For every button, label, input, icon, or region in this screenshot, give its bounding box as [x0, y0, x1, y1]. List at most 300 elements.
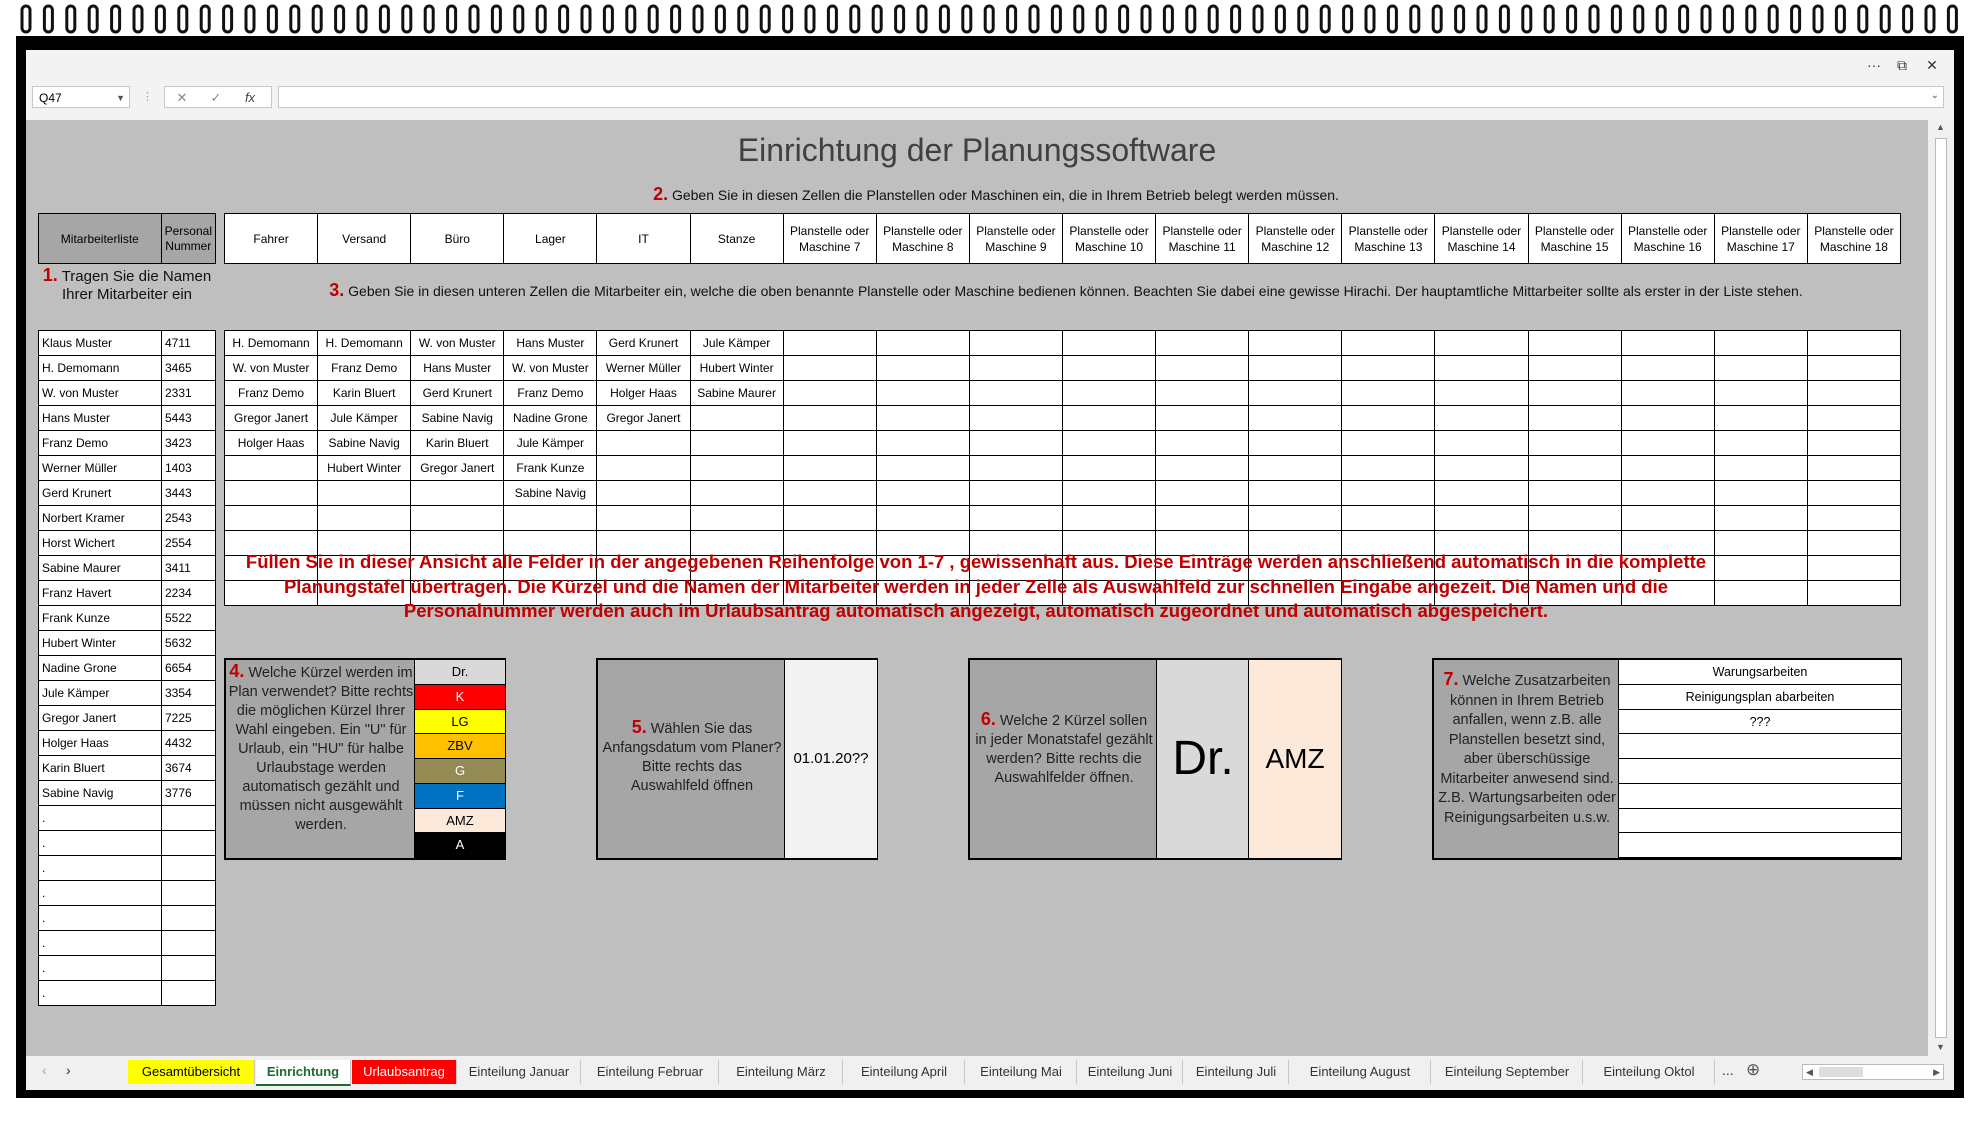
- assignment-cell[interactable]: [1528, 356, 1621, 381]
- assignment-cell[interactable]: [1435, 356, 1528, 381]
- position-header-cell[interactable]: Planstelle oder Maschine 13: [1342, 214, 1435, 264]
- assignment-cell[interactable]: [783, 456, 876, 481]
- task-cell[interactable]: [1619, 833, 1901, 858]
- counted-code-1[interactable]: Dr.: [1156, 660, 1249, 858]
- assignment-cell[interactable]: [1062, 431, 1155, 456]
- position-header-cell[interactable]: Versand: [318, 214, 411, 264]
- assignment-cell[interactable]: Jule Kämper: [318, 406, 411, 431]
- assignment-cell[interactable]: [1062, 481, 1155, 506]
- assignment-cell[interactable]: Hans Muster: [504, 331, 597, 356]
- employee-name-cell[interactable]: .: [39, 906, 162, 931]
- employee-name-cell[interactable]: W. von Muster: [39, 381, 162, 406]
- employee-name-cell[interactable]: Norbert Kramer: [39, 506, 162, 531]
- spiral-ring: [492, 6, 500, 32]
- assignment-cell[interactable]: [1062, 381, 1155, 406]
- tab-overflow-icon[interactable]: ...: [1722, 1062, 1734, 1078]
- scroll-thumb[interactable]: [1935, 138, 1947, 1038]
- position-header-cell[interactable]: Planstelle oder Maschine 9: [969, 214, 1062, 264]
- employee-name-cell[interactable]: Klaus Muster: [39, 331, 162, 356]
- sheet-tab[interactable]: Einteilung März: [720, 1060, 843, 1084]
- assignment-cell[interactable]: Jule Kämper: [690, 331, 783, 356]
- assignment-cell[interactable]: [969, 406, 1062, 431]
- assignment-cell[interactable]: Sabine Navig: [318, 431, 411, 456]
- chevron-down-icon[interactable]: ▼: [116, 93, 125, 103]
- spiral-ring: [156, 6, 164, 32]
- tab-next-icon[interactable]: ›: [66, 1062, 71, 1078]
- formula-bar: [26, 84, 1954, 114]
- assignment-cell[interactable]: [783, 381, 876, 406]
- title-bar: [26, 50, 1954, 80]
- spiral-binding: [0, 0, 1979, 40]
- assignment-cell[interactable]: [876, 431, 969, 456]
- position-header-cell[interactable]: Fahrer: [225, 214, 318, 264]
- task-cell[interactable]: [1619, 759, 1901, 784]
- add-sheet-icon[interactable]: ⊕: [1746, 1060, 1761, 1079]
- employee-number-cell[interactable]: [162, 981, 216, 1006]
- employee-number-cell[interactable]: 6654: [162, 656, 216, 681]
- assignment-cell[interactable]: [1621, 356, 1714, 381]
- assignment-cell[interactable]: [1249, 331, 1342, 356]
- assignment-cell[interactable]: [876, 456, 969, 481]
- notice-text: Füllen Sie in dieser Ansicht alle Felder in der angegebenen Reihenfolge von 1-7 , gewissenhaft aus. Diese Einträge werden anschließend automatisch in die komplette Planungstafel übertragen. Die Kürzel und die Namen der Mitarbeiter werden in jeder Zelle als Auswahlfeld zur schnellen Eingabe angezeit. Die Namen und die Personalnummer werden auch im Urlaubsantrag automatisch angezeigt, automatisch zugeordnet und automatisch abgespeichert.: [245, 551, 1707, 621]
- assignment-cell[interactable]: [1807, 406, 1900, 431]
- spiral-ring: [1187, 6, 1195, 32]
- assignment-cell[interactable]: [783, 406, 876, 431]
- employee-number-cell[interactable]: 1403: [162, 456, 216, 481]
- assignment-cell[interactable]: [1807, 331, 1900, 356]
- employee-name-cell[interactable]: Sabine Navig: [39, 781, 162, 806]
- tab-prev-icon[interactable]: ‹: [42, 1062, 47, 1078]
- sheet-tab[interactable]: Urlaubsantrag: [352, 1060, 457, 1084]
- code-cell[interactable]: A: [415, 833, 505, 858]
- position-header-cell[interactable]: Stanze: [690, 214, 783, 264]
- assignment-cell[interactable]: [597, 456, 690, 481]
- assignment-cell[interactable]: [1621, 506, 1714, 531]
- assignment-cell[interactable]: Holger Haas: [597, 381, 690, 406]
- assignment-cell[interactable]: [1528, 431, 1621, 456]
- assignment-cell[interactable]: [1435, 456, 1528, 481]
- employee-number-cell[interactable]: 5522: [162, 606, 216, 631]
- scroll-right-icon[interactable]: ▶: [1933, 1067, 1940, 1077]
- assignment-cell[interactable]: [1435, 406, 1528, 431]
- employee-name-cell[interactable]: Karin Bluert: [39, 756, 162, 781]
- assignment-cell[interactable]: Karin Bluert: [411, 431, 504, 456]
- employee-number-cell[interactable]: 3411: [162, 556, 216, 581]
- assignment-cell[interactable]: [225, 506, 318, 531]
- assignment-cell[interactable]: [597, 431, 690, 456]
- assignment-cell[interactable]: [225, 456, 318, 481]
- sheet-tab[interactable]: Einteilung August: [1290, 1060, 1431, 1084]
- assignment-cell[interactable]: [1156, 381, 1249, 406]
- code-cell[interactable]: AMZ: [415, 809, 505, 834]
- spiral-ring: [851, 6, 859, 32]
- assignment-cell[interactable]: Sabine Navig: [504, 481, 597, 506]
- assignment-cell[interactable]: [876, 481, 969, 506]
- position-header-cell[interactable]: Planstelle oder Maschine 18: [1807, 214, 1900, 264]
- assignment-cell[interactable]: [318, 481, 411, 506]
- employee-name-cell[interactable]: Sabine Maurer: [39, 556, 162, 581]
- employee-name-cell[interactable]: .: [39, 956, 162, 981]
- assignment-cell[interactable]: Franz Demo: [318, 356, 411, 381]
- assignment-cell[interactable]: [1714, 331, 1807, 356]
- spiral-ring: [1411, 6, 1419, 32]
- assignment-cell[interactable]: [876, 381, 969, 406]
- assignment-cell[interactable]: [1807, 456, 1900, 481]
- assignment-cell[interactable]: [1807, 581, 1900, 606]
- sheet-tab[interactable]: Einteilung Juli: [1184, 1060, 1289, 1084]
- assignment-cell[interactable]: [1621, 481, 1714, 506]
- employee-number-cell[interactable]: 3423: [162, 431, 216, 456]
- employee-number-cell[interactable]: 3443: [162, 481, 216, 506]
- position-header-cell[interactable]: Lager: [504, 214, 597, 264]
- function-icon[interactable]: fx: [244, 90, 256, 105]
- assignment-cell[interactable]: [1528, 331, 1621, 356]
- assignment-cell[interactable]: [1062, 356, 1155, 381]
- assignment-cell[interactable]: H. Demomann: [318, 331, 411, 356]
- assignment-cell[interactable]: Nadine Grone: [504, 406, 597, 431]
- assignment-cell[interactable]: [1621, 456, 1714, 481]
- employee-name-cell[interactable]: .: [39, 981, 162, 1006]
- employee-name-cell[interactable]: Hubert Winter: [39, 631, 162, 656]
- employee-name-cell[interactable]: .: [39, 881, 162, 906]
- task-cell[interactable]: Warungsarbeiten: [1619, 660, 1901, 685]
- employee-number-cell[interactable]: 3354: [162, 681, 216, 706]
- employee-number-cell[interactable]: 3674: [162, 756, 216, 781]
- spiral-ring: [1747, 6, 1755, 32]
- assignment-cell[interactable]: [1621, 331, 1714, 356]
- employee-number-cell[interactable]: 5443: [162, 406, 216, 431]
- sheet-tab[interactable]: Gesamtübersicht: [128, 1060, 255, 1084]
- assignment-cell[interactable]: [690, 481, 783, 506]
- employee-name-cell[interactable]: Horst Wichert: [39, 531, 162, 556]
- task-cell[interactable]: [1619, 784, 1901, 809]
- spiral-ring: [537, 6, 545, 32]
- employee-name-cell[interactable]: Holger Haas: [39, 731, 162, 756]
- sheet-tab[interactable]: Einteilung Juni: [1078, 1060, 1183, 1084]
- assignment-cell[interactable]: Werner Müller: [597, 356, 690, 381]
- assignment-cell[interactable]: [1342, 506, 1435, 531]
- employee-name-cell[interactable]: Hans Muster: [39, 406, 162, 431]
- spiral-ring: [470, 6, 478, 32]
- employee-number-cell[interactable]: [162, 856, 216, 881]
- position-header-cell[interactable]: Planstelle oder Maschine 16: [1621, 214, 1714, 264]
- assignment-cell[interactable]: Franz Demo: [504, 381, 597, 406]
- assignment-cell[interactable]: Hubert Winter: [690, 356, 783, 381]
- assignment-cell[interactable]: Sabine Maurer: [690, 381, 783, 406]
- code-cell[interactable]: K: [415, 685, 505, 710]
- employee-number-cell[interactable]: 2554: [162, 531, 216, 556]
- employee-number-cell[interactable]: [162, 831, 216, 856]
- employee-name-cell[interactable]: Nadine Grone: [39, 656, 162, 681]
- assignment-cell[interactable]: [1528, 406, 1621, 431]
- assignment-cell[interactable]: [1807, 531, 1900, 556]
- assignment-cell[interactable]: [969, 356, 1062, 381]
- assignment-cell[interactable]: Hans Muster: [411, 356, 504, 381]
- more-options-icon[interactable]: ···: [1867, 57, 1881, 73]
- assignment-cell[interactable]: [1062, 456, 1155, 481]
- spiral-ring: [784, 6, 792, 32]
- employee-number-cell[interactable]: 3776: [162, 781, 216, 806]
- assignment-cell[interactable]: [1807, 381, 1900, 406]
- assignment-cell[interactable]: [1156, 506, 1249, 531]
- assignment-cell[interactable]: Gregor Janert: [411, 456, 504, 481]
- task-cell[interactable]: ???: [1619, 710, 1901, 735]
- sheet-tab[interactable]: Einteilung Februar: [582, 1060, 719, 1084]
- assignment-cell[interactable]: Karin Bluert: [318, 381, 411, 406]
- assignment-cell[interactable]: [225, 481, 318, 506]
- sheet-tab[interactable]: Einteilung Januar: [458, 1060, 581, 1084]
- sheet-tab[interactable]: Einteilung April: [844, 1060, 965, 1084]
- assignment-cell[interactable]: [1156, 481, 1249, 506]
- counted-code-2[interactable]: AMZ: [1248, 660, 1341, 858]
- name-box[interactable]: [32, 86, 130, 108]
- employee-number-cell[interactable]: [162, 881, 216, 906]
- assignment-cell[interactable]: [597, 481, 690, 506]
- assignment-cell[interactable]: [690, 456, 783, 481]
- assignment-cell[interactable]: [411, 481, 504, 506]
- assignment-cell[interactable]: [1714, 381, 1807, 406]
- task-cell[interactable]: [1619, 734, 1901, 759]
- employee-name-cell[interactable]: .: [39, 831, 162, 856]
- sheet-tab[interactable]: Einteilung Mai: [966, 1060, 1077, 1084]
- assignment-cell[interactable]: [504, 506, 597, 531]
- position-header-cell[interactable]: Büro: [411, 214, 504, 264]
- position-header-cell[interactable]: IT: [597, 214, 690, 264]
- assignment-cell[interactable]: [1156, 356, 1249, 381]
- employee-number-cell[interactable]: 5632: [162, 631, 216, 656]
- employee-name-cell[interactable]: Franz Havert: [39, 581, 162, 606]
- assignment-cell[interactable]: [1714, 406, 1807, 431]
- assignment-cell[interactable]: [783, 331, 876, 356]
- assignment-cell[interactable]: Gerd Krunert: [597, 331, 690, 356]
- employee-name-cell[interactable]: Gerd Krunert: [39, 481, 162, 506]
- assignment-cell[interactable]: [411, 506, 504, 531]
- assignment-cell[interactable]: [1156, 431, 1249, 456]
- assignment-cell[interactable]: [1435, 381, 1528, 406]
- position-header-cell[interactable]: Planstelle oder Maschine 8: [876, 214, 969, 264]
- assignment-cell[interactable]: [690, 506, 783, 531]
- assignment-cell[interactable]: Jule Kämper: [504, 431, 597, 456]
- assignment-cell[interactable]: [318, 506, 411, 531]
- spiral-ring: [1523, 6, 1531, 32]
- assignment-cell[interactable]: [1342, 481, 1435, 506]
- assignment-cell[interactable]: [1435, 481, 1528, 506]
- assignment-cell[interactable]: W. von Muster: [225, 356, 318, 381]
- confirm-icon[interactable]: ✓: [210, 90, 222, 105]
- assignment-cell[interactable]: [1249, 431, 1342, 456]
- assignment-cell[interactable]: Holger Haas: [225, 431, 318, 456]
- assignment-cell[interactable]: [969, 381, 1062, 406]
- assignment-cell[interactable]: [1807, 481, 1900, 506]
- assignment-cell[interactable]: [969, 506, 1062, 531]
- assignment-cell[interactable]: [1062, 506, 1155, 531]
- assignment-cell[interactable]: [690, 406, 783, 431]
- sheet-tab[interactable]: Einrichtung: [256, 1060, 351, 1086]
- assignment-cell[interactable]: [1062, 331, 1155, 356]
- employee-name-cell[interactable]: .: [39, 856, 162, 881]
- spiral-ring: [112, 6, 120, 32]
- code-cell[interactable]: ZBV: [415, 734, 505, 759]
- sheet-tab[interactable]: Einteilung September: [1432, 1060, 1583, 1084]
- assignment-cell[interactable]: [1435, 431, 1528, 456]
- assignment-cell[interactable]: [1807, 556, 1900, 581]
- assignment-cell[interactable]: H. Demomann: [225, 331, 318, 356]
- position-header-cell[interactable]: Planstelle oder Maschine 11: [1156, 214, 1249, 264]
- position-header-cell[interactable]: Planstelle oder Maschine 10: [1062, 214, 1155, 264]
- assignment-cell[interactable]: [1342, 356, 1435, 381]
- employee-name-cell[interactable]: Jule Kämper: [39, 681, 162, 706]
- assignment-cell[interactable]: [597, 506, 690, 531]
- assignment-cell[interactable]: [969, 431, 1062, 456]
- assignment-cell[interactable]: Franz Demo: [225, 381, 318, 406]
- employee-number-cell[interactable]: [162, 806, 216, 831]
- position-header-cell[interactable]: Planstelle oder Maschine 15: [1528, 214, 1621, 264]
- assignment-cell[interactable]: [876, 356, 969, 381]
- assignment-cell[interactable]: [1249, 481, 1342, 506]
- assignment-cell[interactable]: [876, 506, 969, 531]
- spiral-ring: [1075, 6, 1083, 32]
- assignment-cell[interactable]: [783, 481, 876, 506]
- start-date-field[interactable]: 01.01.20??: [784, 660, 877, 858]
- vertical-scrollbar[interactable]: [1928, 120, 1954, 1056]
- employee-number-cell[interactable]: 2234: [162, 581, 216, 606]
- assignment-cell[interactable]: [1807, 356, 1900, 381]
- assignment-cell[interactable]: [1062, 406, 1155, 431]
- hscroll-thumb[interactable]: [1819, 1067, 1863, 1077]
- assignment-cell[interactable]: Frank Kunze: [504, 456, 597, 481]
- employee-name-cell[interactable]: Franz Demo: [39, 431, 162, 456]
- assignment-cell[interactable]: [1156, 331, 1249, 356]
- assignment-cell[interactable]: [969, 481, 1062, 506]
- assignment-cell[interactable]: [1435, 331, 1528, 356]
- employee-number-cell[interactable]: 4711: [162, 331, 216, 356]
- spiral-ring: [1702, 6, 1710, 32]
- assignment-cell[interactable]: [1621, 381, 1714, 406]
- assignment-cell[interactable]: [783, 431, 876, 456]
- employee-number-cell[interactable]: 2543: [162, 506, 216, 531]
- assignment-cell[interactable]: [1435, 506, 1528, 531]
- employee-number-cell[interactable]: 4432: [162, 731, 216, 756]
- task-cell[interactable]: Reinigungsplan abarbeiten: [1619, 685, 1901, 710]
- assignment-cell[interactable]: [1342, 381, 1435, 406]
- page-title: Einrichtung der Planungssoftware: [737, 132, 1217, 168]
- step4-box: [224, 658, 506, 860]
- spiral-ring: [425, 6, 433, 32]
- assignment-cell[interactable]: Gregor Janert: [225, 406, 318, 431]
- table-row: [39, 581, 216, 606]
- assignment-cell[interactable]: [1342, 431, 1435, 456]
- assignment-cell[interactable]: [783, 356, 876, 381]
- code-cell[interactable]: Dr.: [415, 660, 505, 685]
- assignment-cell[interactable]: Gerd Krunert: [411, 381, 504, 406]
- assignment-cell[interactable]: [1807, 431, 1900, 456]
- restore-icon[interactable]: ⧉: [1897, 57, 1907, 73]
- employee-number-cell[interactable]: 2331: [162, 381, 216, 406]
- employee-name-cell[interactable]: Werner Müller: [39, 456, 162, 481]
- scroll-up-icon[interactable]: ▲: [1936, 122, 1945, 132]
- spiral-ring: [1792, 6, 1800, 32]
- employee-name-cell[interactable]: Frank Kunze: [39, 606, 162, 631]
- assignment-cell[interactable]: [1342, 406, 1435, 431]
- assignment-cell[interactable]: [1807, 506, 1900, 531]
- spiral-ring: [739, 6, 747, 32]
- assignment-cell[interactable]: [1528, 381, 1621, 406]
- employee-number-cell[interactable]: 3465: [162, 356, 216, 381]
- assignment-cell[interactable]: [1249, 356, 1342, 381]
- employee-number-cell[interactable]: [162, 931, 216, 956]
- assignment-cell[interactable]: [1249, 506, 1342, 531]
- task-cell[interactable]: [1619, 809, 1901, 834]
- assignment-cell[interactable]: [1528, 506, 1621, 531]
- assignment-cell[interactable]: [876, 331, 969, 356]
- horizontal-scrollbar[interactable]: [1802, 1064, 1944, 1080]
- assignment-cell[interactable]: [690, 431, 783, 456]
- assignment-cell[interactable]: [1714, 456, 1807, 481]
- assignment-cell[interactable]: W. von Muster: [504, 356, 597, 381]
- spiral-ring: [89, 6, 97, 32]
- assignment-cell[interactable]: Sabine Navig: [411, 406, 504, 431]
- scroll-left-icon[interactable]: ◀: [1806, 1067, 1813, 1077]
- code-cell[interactable]: F: [415, 784, 505, 809]
- step4-number: 4.: [229, 661, 245, 681]
- position-header-cell[interactable]: Planstelle oder Maschine 7: [783, 214, 876, 264]
- cancel-icon[interactable]: ✕: [176, 90, 188, 105]
- assignment-cell[interactable]: [1714, 431, 1807, 456]
- employee-name-cell[interactable]: .: [39, 806, 162, 831]
- assignment-cell[interactable]: [783, 506, 876, 531]
- assignment-cell[interactable]: [1528, 481, 1621, 506]
- employee-number-cell[interactable]: 7225: [162, 706, 216, 731]
- employee-name-cell[interactable]: H. Demomann: [39, 356, 162, 381]
- assignment-cell[interactable]: [1342, 456, 1435, 481]
- assignment-cell[interactable]: [1156, 456, 1249, 481]
- assignment-cell[interactable]: Hubert Winter: [318, 456, 411, 481]
- assignment-cell[interactable]: [1714, 356, 1807, 381]
- assignment-cell[interactable]: [1249, 456, 1342, 481]
- assignment-cell[interactable]: [1714, 506, 1807, 531]
- assignment-cell[interactable]: [1621, 406, 1714, 431]
- employee-name-cell[interactable]: Gregor Janert: [39, 706, 162, 731]
- assignment-cell[interactable]: [969, 331, 1062, 356]
- assignment-cell[interactable]: [969, 456, 1062, 481]
- employee-number-cell[interactable]: [162, 956, 216, 981]
- assignment-cell[interactable]: [1714, 481, 1807, 506]
- assignment-cell[interactable]: Gregor Janert: [597, 406, 690, 431]
- code-cell[interactable]: LG: [415, 710, 505, 735]
- assignment-cell[interactable]: [1621, 431, 1714, 456]
- position-header-cell[interactable]: Planstelle oder Maschine 12: [1249, 214, 1342, 264]
- step5-box: [596, 658, 878, 860]
- spiral-ring: [1926, 6, 1934, 32]
- employee-name-cell[interactable]: .: [39, 931, 162, 956]
- scroll-down-icon[interactable]: ▼: [1936, 1042, 1945, 1052]
- sheet-tab[interactable]: Einteilung Oktol: [1584, 1060, 1715, 1084]
- assignment-cell[interactable]: [1528, 456, 1621, 481]
- assignment-cell[interactable]: [1342, 331, 1435, 356]
- assignment-cell[interactable]: [1249, 381, 1342, 406]
- employee-number-cell[interactable]: [162, 906, 216, 931]
- assignment-cell[interactable]: [1249, 406, 1342, 431]
- position-header-cell[interactable]: Planstelle oder Maschine 14: [1435, 214, 1528, 264]
- code-cell[interactable]: G: [415, 759, 505, 784]
- expand-chevron-icon[interactable]: ⌄: [1930, 90, 1939, 101]
- assignment-cell[interactable]: [1156, 406, 1249, 431]
- assignment-cell[interactable]: W. von Muster: [411, 331, 504, 356]
- close-icon[interactable]: ✕: [1926, 57, 1938, 73]
- assignment-cell[interactable]: [876, 406, 969, 431]
- formula-input[interactable]: [278, 86, 1944, 108]
- position-header-cell[interactable]: Planstelle oder Maschine 17: [1714, 214, 1807, 264]
